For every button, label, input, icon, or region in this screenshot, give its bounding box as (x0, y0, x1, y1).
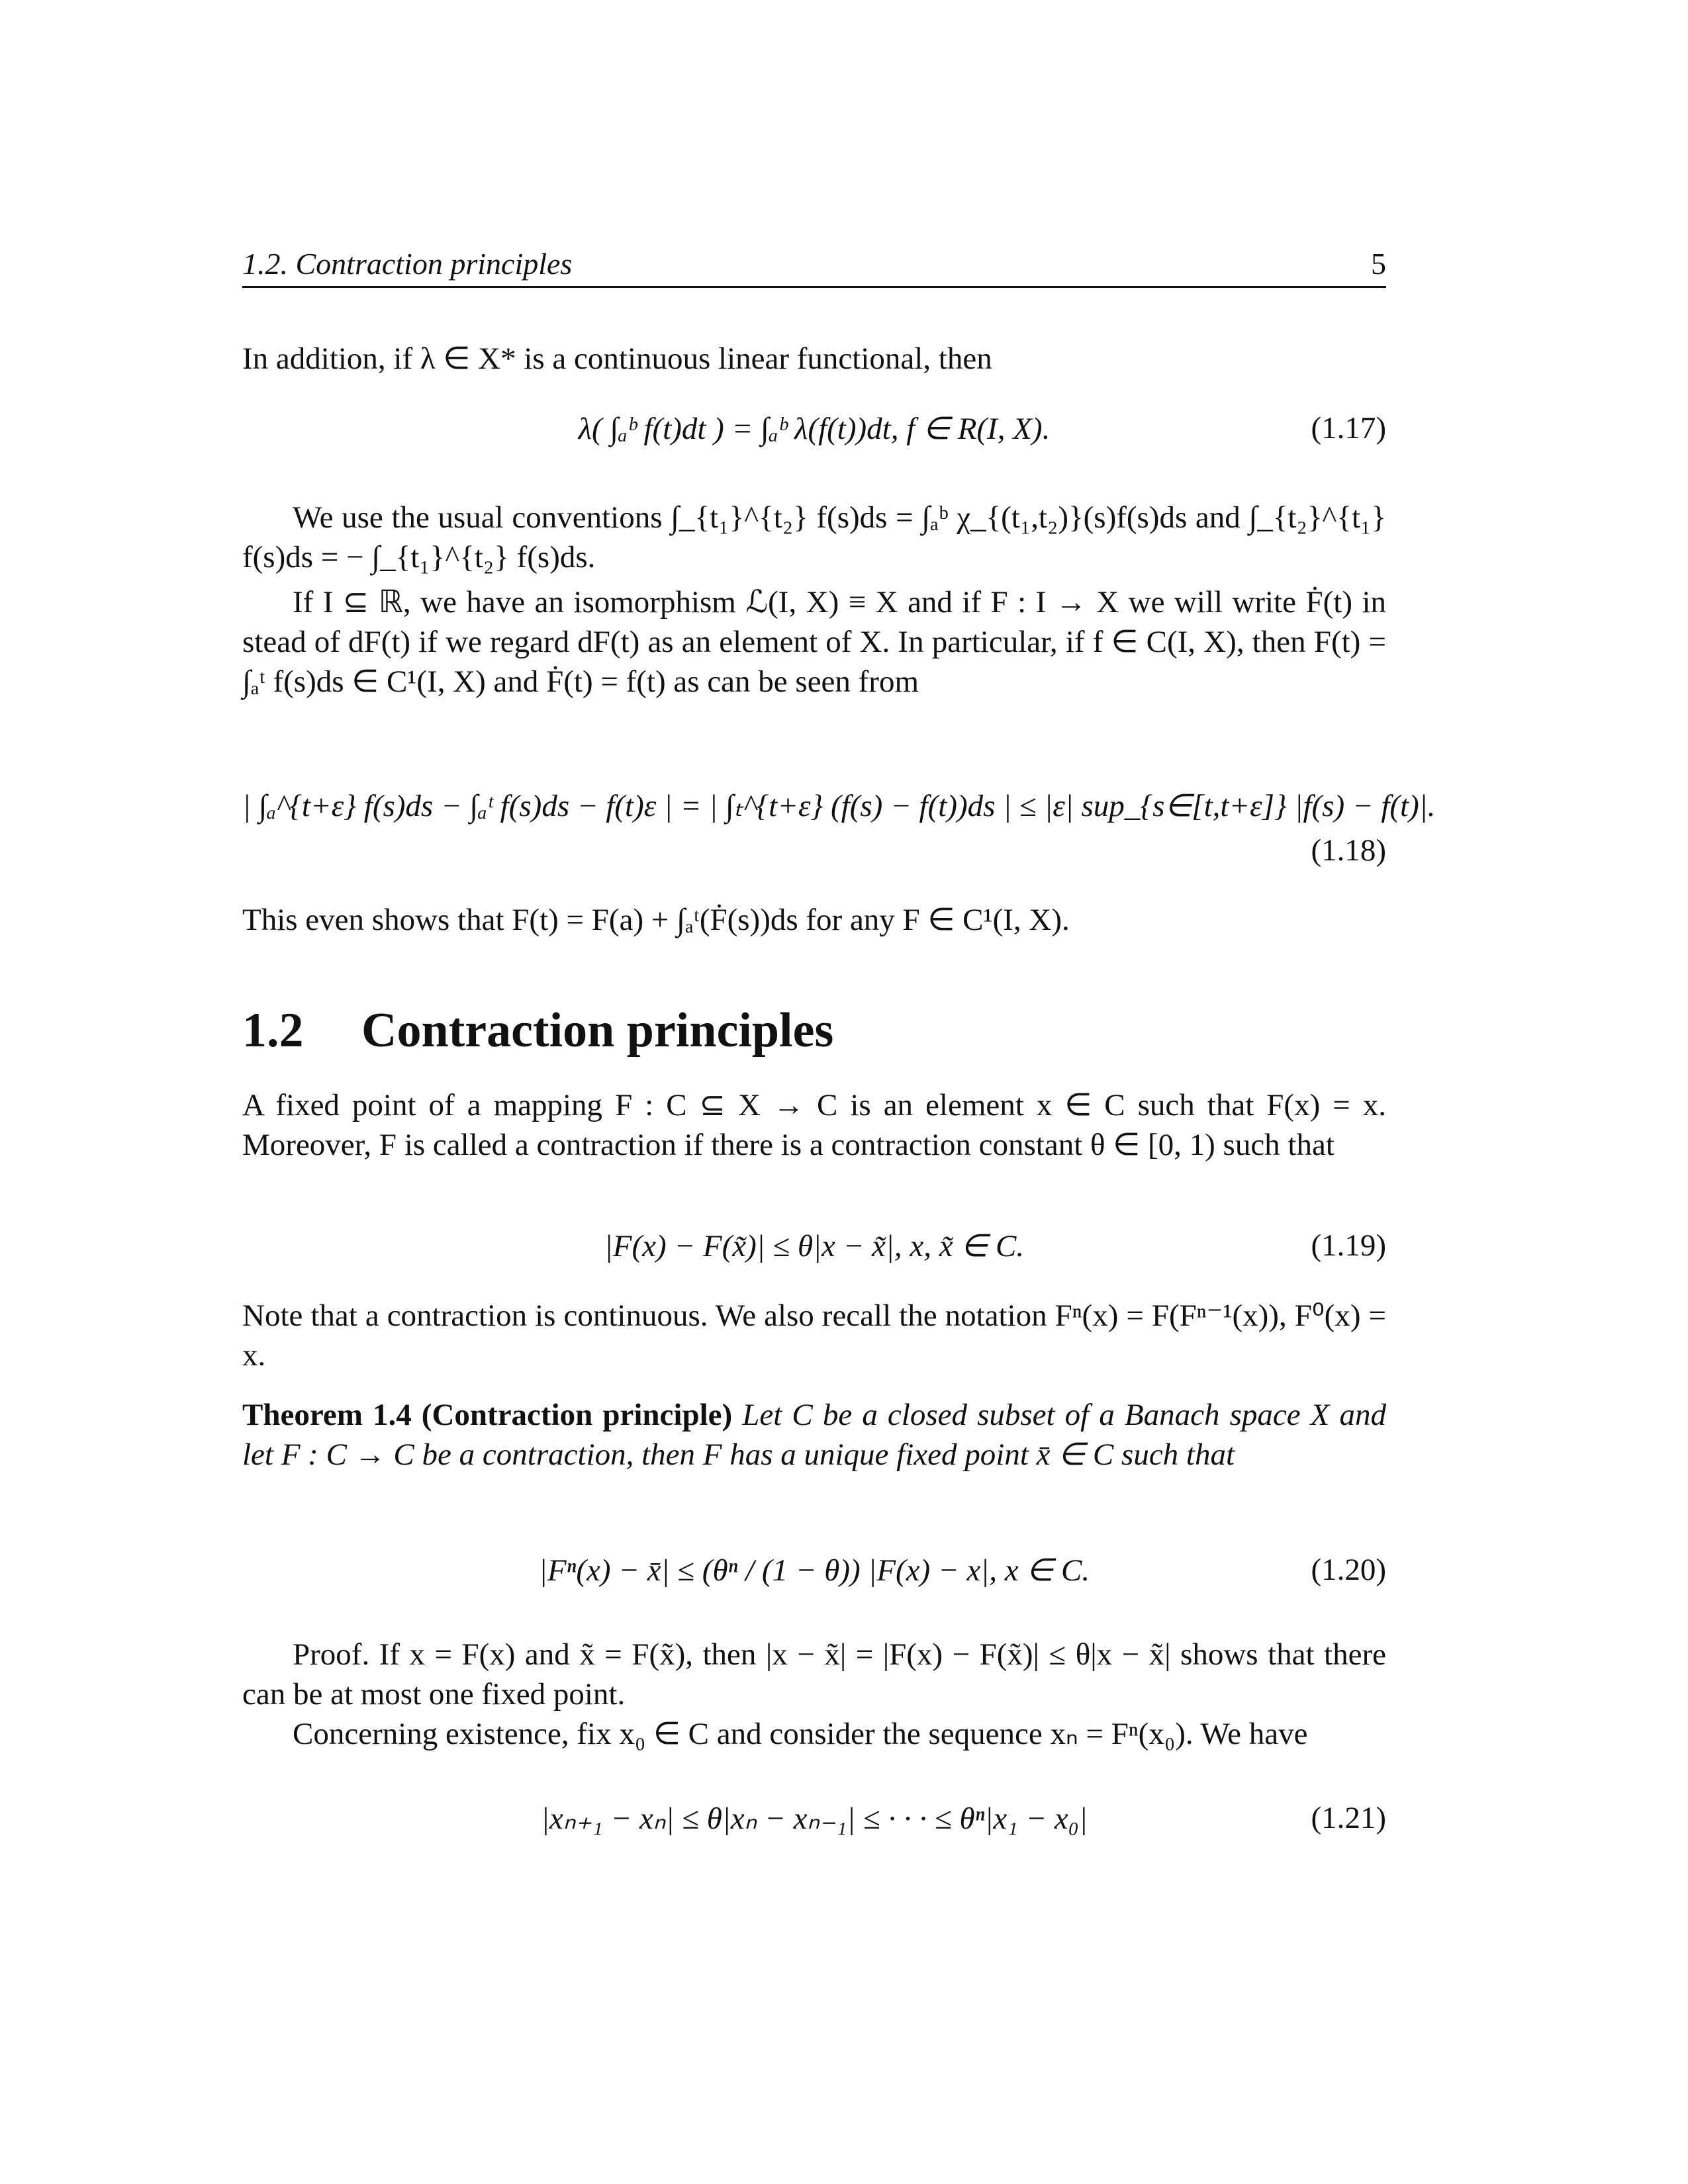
equation-number: (1.21) (1311, 1801, 1386, 1835)
equation-1-20 (242, 1552, 1386, 1598)
equation-body: | ∫ₐ^{t+ε} f(s)ds − ∫ₐᵗ f(s)ds − f(t)ε | = | ∫ₜ^{t+ε} (f(s) − f(t))ds | ≤ |ε| sup_{s∈[t,t+ε]} |f(s) − f(t)|. (242, 789, 1436, 823)
equation-number: (1.19) (1311, 1228, 1386, 1263)
paragraph-intro: In addition, if λ ∈ X* is a continuous linear functional, then (242, 341, 992, 376)
theorem-1-4 (242, 1395, 1386, 1475)
proof-uniqueness: Proof. If x = F(x) and x̃ = F(x̃), then |x − x̃| = |F(x) − F(x̃)| ≤ θ|x − x̃| shows that there can be at most one fixed point. (242, 1637, 1386, 1711)
theorem-label: Theorem 1.4 (Contraction principle) (242, 1398, 733, 1432)
equation-number: (1.18) (1311, 833, 1386, 868)
page-number: 5 (1371, 247, 1386, 281)
equation-number: (1.17) (1311, 411, 1386, 445)
section-number: 1.2 (242, 1003, 304, 1058)
paragraph-note: Note that a contraction is continuous. We also recall the notation Fⁿ(x) = F(Fⁿ⁻¹(x)), F⁰(x) = x. (242, 1298, 1386, 1373)
equation-1-21 (242, 1800, 1386, 1846)
equation-body: |F(x) − F(x̃)| ≤ θ|x − x̃|, x, x̃ ∈ C. (604, 1229, 1025, 1263)
equation-1-18 (242, 788, 1436, 868)
running-header (242, 246, 1386, 288)
proof-existence: Concerning existence, fix x₀ ∈ C and consider the sequence xₙ = Fⁿ(x₀). We have (293, 1717, 1308, 1751)
paragraph-isomorphism: If I ⊆ ℝ, we have an isomorphism ℒ(I, X) ≡ X and if F : I → X we will write Ḟ(t) in stead of dF(t) if we regard dF(t) as an element of X. In particular, if f ∈ C(I, X), then F(t) = ∫ₐᵗ f(s)ds ∈ C¹(I, X) and Ḟ(t) = f(t) as can be seen from (242, 585, 1386, 699)
equation-1-17 (242, 410, 1386, 457)
equation-1-19 (242, 1228, 1386, 1274)
equation-number: (1.20) (1311, 1553, 1386, 1587)
paragraph-fixed-point: A fixed point of a mapping F : C ⊆ X → C is an element x ∈ C such that F(x) = x. Moreover, F is called a contraction if there is a contraction constant θ ∈ [0, 1) such that (242, 1088, 1386, 1162)
equation-body: |xₙ₊₁ − xₙ| ≤ θ|xₙ − xₙ₋₁| ≤ · · · ≤ θⁿ|x₁ − x₀| (541, 1801, 1088, 1836)
equation-body: |Fⁿ(x) − x̄| ≤ (θⁿ / (1 − θ)) |F(x) − x|, x ∈ C. (538, 1553, 1090, 1588)
section-heading (242, 1003, 1386, 1059)
running-title: 1.2. Contraction principles (242, 247, 573, 281)
paragraph-consequence: This even shows that F(t) = F(a) + ∫ₐᵗ(Ḟ(s))ds for any F ∈ C¹(I, X). (242, 903, 1070, 937)
theorem-statement: Let C be a closed subset of a Banach space X and let F : C → C be a contraction, then F has a unique fixed point x̄ ∈ C such that (242, 1398, 1386, 1472)
paragraph-conventions: We use the usual conventions ∫_{t₁}^{t₂} f(s)ds = ∫ₐᵇ χ_{(t₁,t₂)}(s)f(s)ds and ∫_{t₂}^{t₁} f(s)ds = − ∫_{t₁}^{t₂} f(s)ds. (242, 500, 1386, 574)
section-title: Contraction principles (361, 1003, 834, 1058)
equation-body: λ( ∫ₐᵇ f(t)dt ) = ∫ₐᵇ λ(f(t))dt, f ∈ R(I, X). (578, 412, 1051, 446)
